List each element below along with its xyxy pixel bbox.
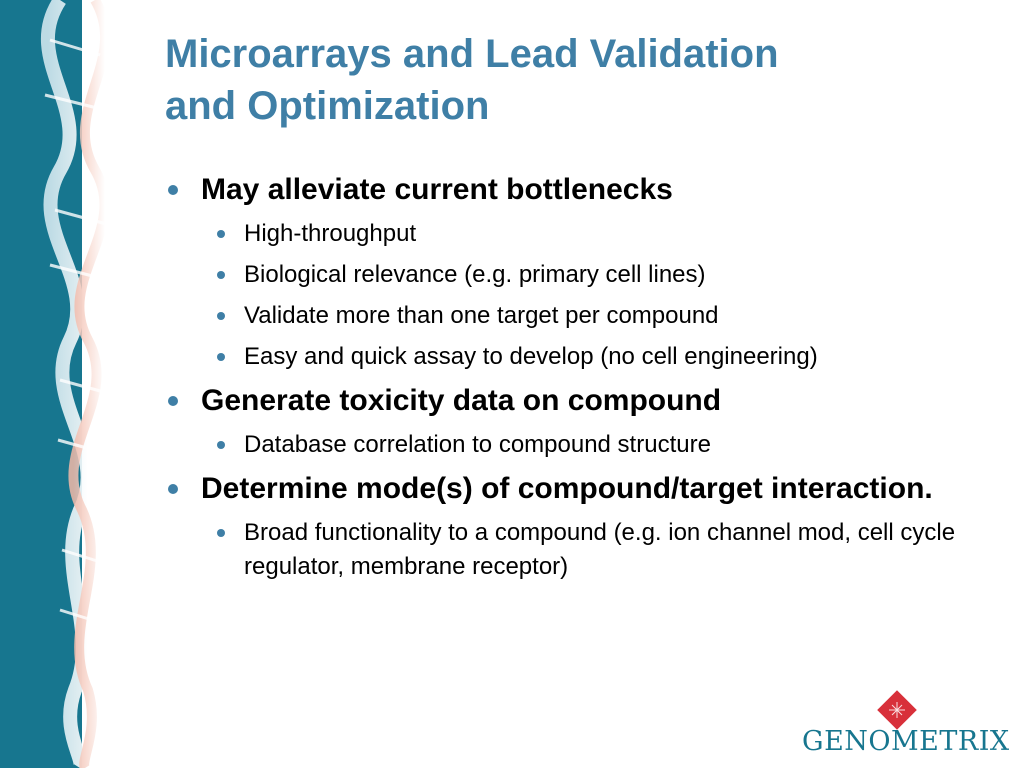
logo-wordmark: GENOMETRIX — [802, 726, 1010, 757]
sub-bullet-item: Validate more than one target per compound — [164, 299, 964, 333]
bullet-item — [164, 381, 964, 462]
dna-helix-decoration — [0, 0, 160, 768]
bullet-list — [164, 170, 964, 591]
bullet-item — [164, 469, 964, 584]
slide-title — [165, 28, 985, 132]
sub-bullet-item: High-throughput — [164, 217, 964, 251]
sub-bullet-item: Easy and quick assay to develop (no cell engineering) — [164, 340, 964, 374]
sub-bullet-item: Broad functionality to a compound (e.g. ion channel mod, cell cycle regulator, membrane receptor) — [164, 516, 964, 584]
sub-bullet-item: Database correlation to compound structure — [164, 428, 964, 462]
bullet-text: Generate toxicity data on compound — [201, 384, 722, 417]
sub-bullet-list — [201, 428, 964, 462]
company-logo — [802, 688, 1010, 757]
bullet-text: Determine mode(s) of compound/target interaction. — [201, 472, 933, 505]
bullet-item — [164, 170, 964, 374]
slide-title-line-1: Microarrays and Lead Validation — [165, 32, 779, 76]
sub-bullet-list — [201, 217, 964, 374]
bullet-text: May alleviate current bottlenecks — [201, 173, 673, 206]
sub-bullet-list — [201, 516, 964, 584]
sub-bullet-item: Biological relevance (e.g. primary cell lines) — [164, 258, 964, 292]
slide-title-line-2: and Optimization — [165, 84, 490, 128]
